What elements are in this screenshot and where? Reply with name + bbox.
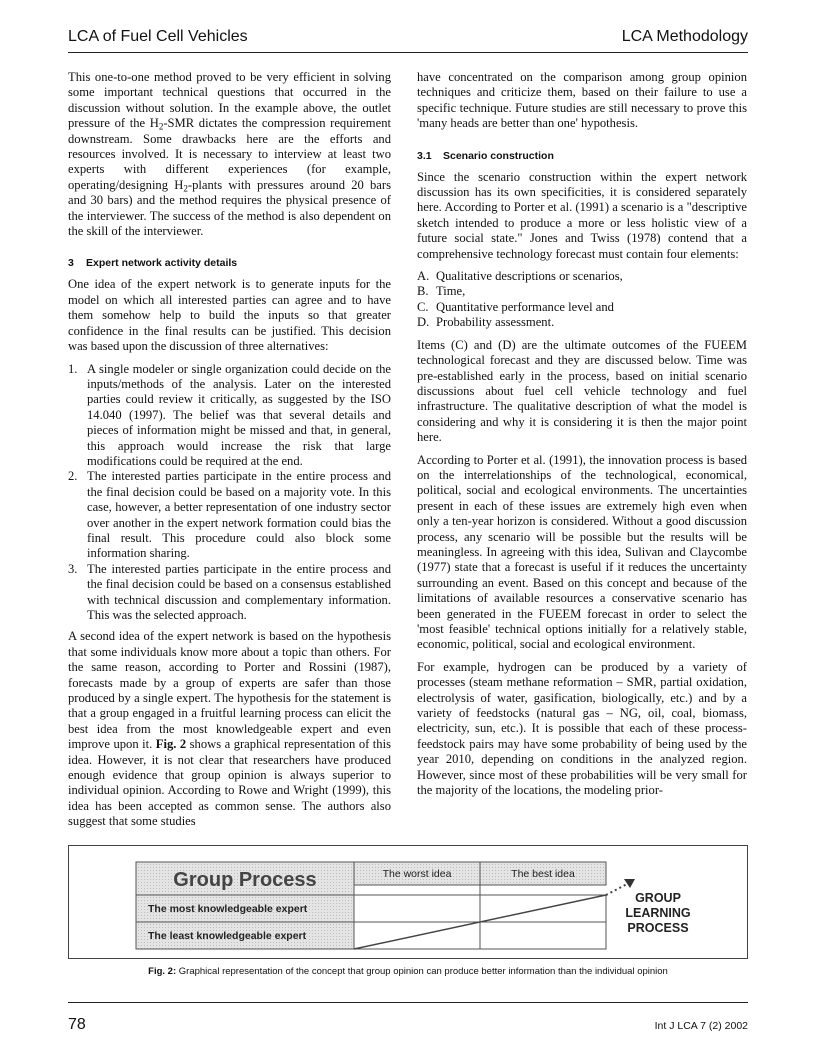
paragraph: According to Porter et al. (1991), the innovation process is based on the interrelationships of the technological, economical, political, social and ecological environments. The uncertainties present in each of these issues are extremely high even when only a ten-year horizon is considered. Without a good discussion process, any scenario will be possible but the results will be meaningless. In agreeing with this idea, Sulivan and Claycombe (1977) state that a forecast is useful if it reduces the uncertainty surrounding an event. Based on this concept and because of the limitations of available resources a conservative scenario has been generated in the FUEEM forecast in order to select the 'most feasible' technical options initially for a relatively stable, economic, political, social and ecological environment. — [417, 452, 747, 652]
subsection-heading — [417, 150, 747, 163]
section-heading — [68, 257, 391, 270]
header-section: LCA Methodology — [621, 28, 748, 45]
dotted-extension — [606, 883, 629, 895]
footer-rule — [68, 1002, 748, 1003]
header-title: LCA of Fuel Cell Vehicles — [68, 28, 248, 45]
paragraph: One idea of the expert network is to generate inputs for the model on which all interested parties can agree and to have them somehow help to build the inputs so that greater confidence in the final results can be justified. This decision was based upon the discussion of three alternatives: — [68, 277, 391, 354]
figure-2 — [68, 845, 748, 959]
figure-caption: Fig. 2: Graphical representation of the concept that group opinion can produce better information than the individual opinion — [148, 966, 668, 977]
right-column — [417, 70, 747, 805]
arrow-head-icon — [624, 879, 635, 888]
row-most-knowledgeable: The most knowledgeable expert — [148, 903, 308, 915]
page-number: 78 — [68, 1016, 86, 1033]
left-column — [68, 70, 391, 837]
caption-label: Fig. 2: — [148, 966, 177, 977]
row-least-knowledgeable: The least knowledgeable expert — [148, 930, 307, 942]
group-process-diagram — [69, 846, 746, 957]
paragraph: A second idea of the expert network is based on the hypothesis that some individuals know more about a topic than others. For the same reason, according to Porter and Rossini (1987), forecasts made by a group of experts are safer than those produced by a single expert. The hypothesis for the statement is that a group engaged in a fruitful learning process can elicit the best idea from the most knowledgeable expert and even improve upon it. Fig. 2 shows a graphical representation of this idea. However, it is not clear that researchers have produced enough evidence that group opinion is always superior to individual opinion. According to Rowe and Wright (1999), this idea has been accepted as common sense. The authors also suggest that some studies — [68, 629, 391, 829]
col-worst-idea: The worst idea — [382, 868, 452, 880]
list-item: D. Probability assessment. — [417, 315, 555, 330]
subsection-number: 3.1 — [417, 149, 432, 162]
list-item: B. Time, — [417, 284, 466, 299]
running-header — [68, 28, 748, 50]
list-item: A. Qualitative descriptions or scenarios, — [417, 269, 623, 284]
paragraph: have concentrated on the comparison among group opinion techniques and criticize them, based on their failure to use a specific technique. Future studies are still necessary to prove this 'many heads are better than one' hypothesis. — [417, 70, 747, 131]
list-item: 2. The interested parties participate in the entire process and the final decision could be based on a majority vote. In this case, however, a better representation of one industry sector over another in the expert network formation could bias the final result. This procedure could also block some information sharing. — [68, 469, 391, 561]
result-line-2: LEARNING — [625, 906, 691, 920]
diagram-title: Group Process — [173, 869, 317, 891]
list-item: C. Quantitative performance level and — [417, 299, 614, 314]
col-best-idea: The best idea — [511, 868, 575, 880]
paragraph: Since the scenario construction within the expert network discussion has its own specificities, it is considered separately here. According to Porter et al. (1991) a scenario is a "descriptive sketch intended to produce a more or less holistic view of a future social state." Jones and Twiss (1978) contend that a comprehensive technology forecast must contain four elements: — [417, 169, 747, 261]
alternatives-list — [68, 362, 391, 624]
list-item: 3. The interested parties participate in the entire process and the final decision could be based on a consensus established with technical discussion and complementary information. This was the selected approach. — [68, 561, 391, 622]
subsection-title: Scenario construction — [443, 149, 554, 162]
list-item: 1. A single modeler or single organization could decide on the inputs/methods of the analysis. Later on the interested parties could review it critically, as suggested by the ISO 14.040 (1997). The belief was that several details and pieces of information might be missed and that, in general, this approach would increase the risk that large modifications could be required at the end. — [68, 361, 391, 468]
header-rule — [68, 52, 748, 53]
paragraph: For example, hydrogen can be produced by a variety of processes (steam methane reformation – SMR, partial oxidation, electrolysis of water, gasification, biologically, etc.) and by a variety of feedstocks (natural gas – NG, oil, coal, biomass, electricity, sun, etc.). It is possible that each of these process-feedstock pairs may have some probability of being used by the year 2010, depending on conditions in the analyzed region. However, since most of these probabilities will be very small for the majority of the locations, the modeling prior- — [417, 659, 747, 798]
section-title: Expert network activity details — [86, 257, 238, 270]
result-line-1: GROUP — [635, 891, 681, 905]
elements-list — [417, 269, 747, 331]
paragraph: Items (C) and (D) are the ultimate outcomes of the FUEEM technological forecast and they are discussed below. Time was pre-established early in the process, based on initial scenario discussions about fuel cell vehicle technology and fuel infrastructure. The qualitative description of what the model is considering and why it is considering it is then the major point here. — [417, 337, 747, 445]
figure-reference[interactable]: Fig. 2 — [155, 737, 187, 752]
paragraph: This one-to-one method proved to be very efficient in solving some important technical questions that occurred in the discussion without solution. In the example above, the outlet pressure of the $H_2$-SMR dictates the compression requirement downstream. Some drawbacks here are the efforts and resources involved. It is necessary to interview at least two experts with different experiences (for example, operating/designing $H_2$-plants with pressures around 20 bars and 30 bars) and the method requires the physical presence of the interviewer. The success of the method is also dependent on the skill of the interviewer. — [68, 70, 391, 239]
result-line-3: PROCESS — [627, 921, 689, 935]
journal-reference: Int J LCA 7 (2) 2002 — [654, 1020, 748, 1032]
section-number: 3 — [68, 257, 74, 270]
